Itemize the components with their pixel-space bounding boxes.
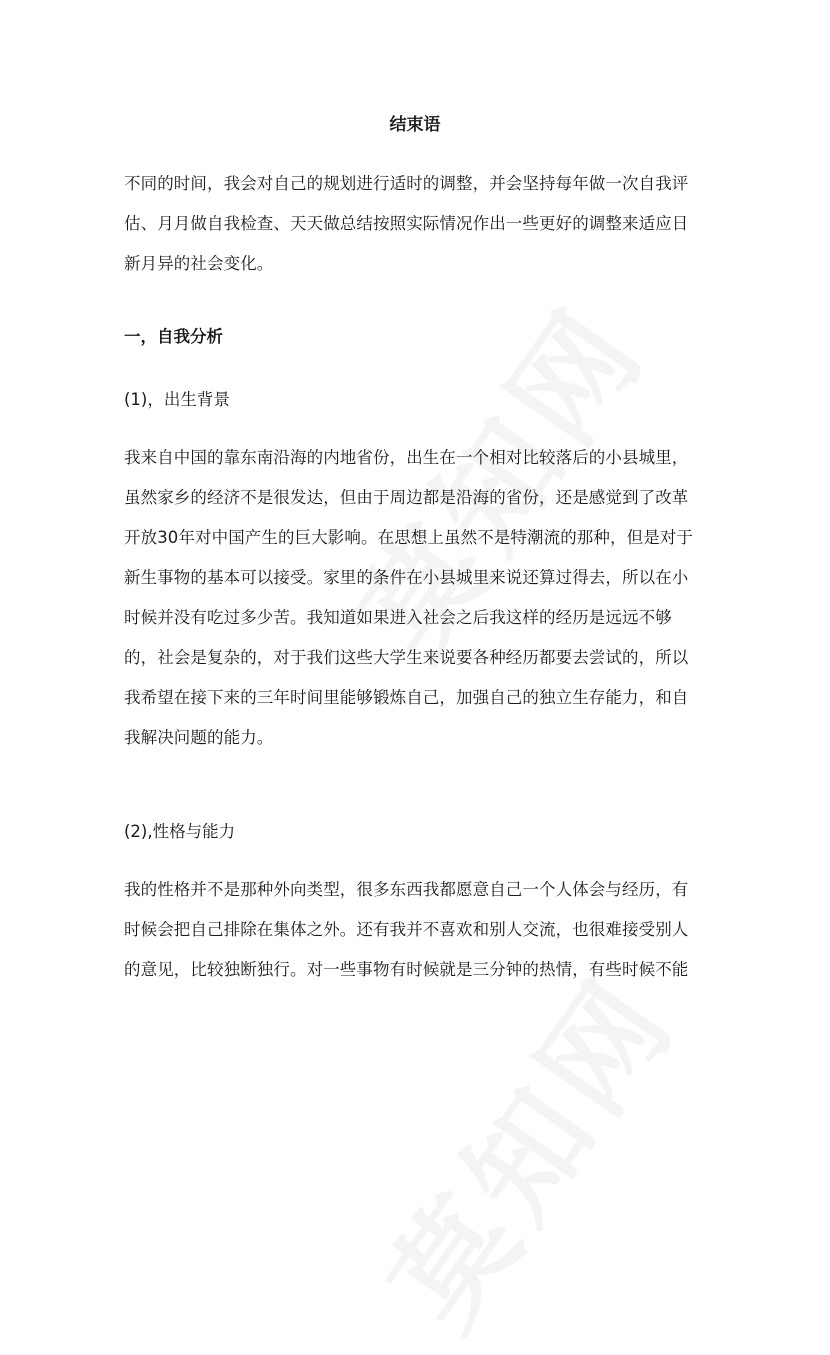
watermark bbox=[343, 937, 708, 1355]
subsection-label-background: (1)，出生背景 bbox=[124, 390, 230, 409]
document-title: 结束语 bbox=[389, 115, 441, 135]
background-paragraph: 我来自中国的靠东南沿海的内地省份，出生在一个相对比较落后的小县城里，虽然家乡的经济不是很发达，但由于周边都是沿海的省份，还是感觉到了改革开放30年对中国产生的巨大影响。在思想上虽然不是特潮流的那种，但是对于新生事物的基本可以接受。家里的条件在小县城里来说还算过得去，所以在小时候并没有吃过多少苦。我知道如果进入社会之后我这样的经历是远远不够的，社会是复杂的，对于我们这些大学生来说要各种经历都要去尝试的，所以我希望在接下来的三年时间里能够锻炼自己，加强自己的独立生存能力，和自我解决问题的能力。 bbox=[124, 448, 693, 747]
intro-paragraph: 不同的时间，我会对自己的规划进行适时的调整，并会坚持每年做一次自我评估、月月做自我检查、天天做总结按照实际情况作出一些更好的调整来适应日新月异的社会变化。 bbox=[124, 174, 689, 273]
personality-paragraph: 我的性格并不是那种外向类型，很多东西我都愿意自己一个人体会与经历，有时候会把自己排除在集体之外。还有我并不喜欢和别人交流，也很难接受别人的意见，比较独断独行。对一些事物有时候就是三分钟的热情，有些时候不能 bbox=[124, 880, 689, 979]
section-heading-self-analysis: 一，自我分析 bbox=[124, 327, 223, 346]
subsection-label-personality: (2),性格与能力 bbox=[124, 822, 236, 841]
